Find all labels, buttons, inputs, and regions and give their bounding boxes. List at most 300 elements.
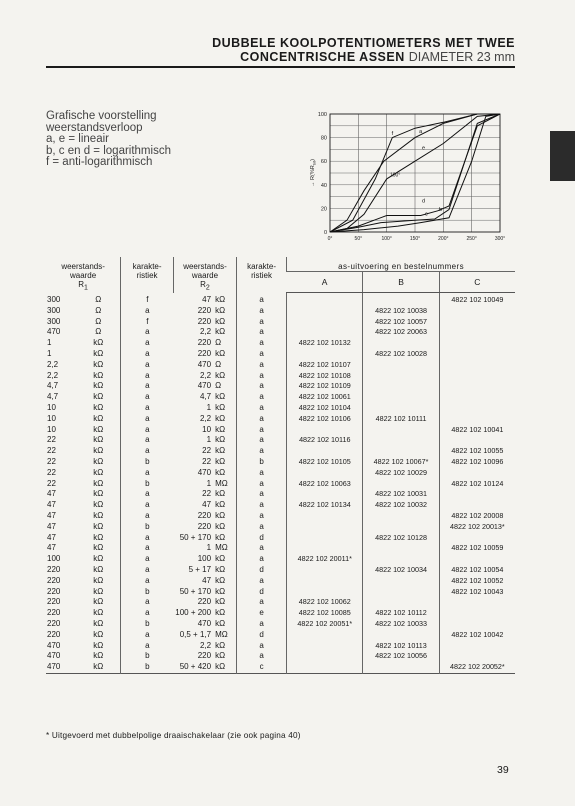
subtitle-diameter: DIAMETER 23 mm	[408, 50, 515, 64]
order-c	[439, 371, 515, 382]
order-c: 4822 102 20013*	[439, 522, 515, 533]
r2-unit: kΩ	[215, 435, 226, 445]
order-a	[287, 327, 363, 338]
r1-karakteristiek: a	[121, 338, 174, 349]
order-b	[363, 371, 439, 382]
r2-unit: kΩ	[215, 554, 226, 564]
table-row	[46, 392, 515, 403]
r2-karakteristiek: a	[236, 522, 286, 533]
curve-label-d: d	[421, 198, 426, 205]
r1-karakteristiek: f	[121, 317, 174, 328]
r1-value: 300	[47, 294, 61, 304]
order-c: 4822 102 10041	[439, 425, 515, 436]
header-as-uitvoering: as-uitvoering en bestelnummers	[287, 257, 515, 272]
table-row	[46, 338, 515, 349]
order-c: 4822 102 10124	[439, 479, 515, 490]
r1-value: 22	[47, 446, 56, 456]
order-b	[363, 392, 439, 403]
r2-value: 220	[197, 305, 212, 315]
r1-value: 47	[47, 521, 56, 531]
r2-value: 220	[197, 511, 212, 521]
order-a: 4822 102 10085	[287, 608, 363, 619]
r2-unit: kΩ	[215, 608, 226, 618]
r2-unit: kΩ	[215, 294, 226, 304]
r2-karakteristiek: a	[236, 641, 286, 652]
r1-karakteristiek: a	[121, 381, 174, 392]
r2-value: 470	[197, 359, 212, 369]
r1-karakteristiek: a	[121, 630, 174, 641]
order-b	[363, 662, 439, 673]
r2-unit: kΩ	[215, 489, 226, 499]
header-text: karakte-	[247, 262, 277, 271]
r1-karakteristiek: a	[121, 554, 174, 565]
header-weerstandswaarde-r2	[173, 257, 236, 293]
r1-unit: kΩ	[93, 478, 104, 488]
r1-unit: kΩ	[93, 597, 104, 607]
order-c	[439, 554, 515, 565]
legend-line: weerstandsverloop	[46, 121, 143, 134]
r2-unit: kΩ	[215, 640, 226, 650]
header-text: waarde	[191, 271, 219, 280]
order-b	[363, 554, 439, 565]
r2-karakteristiek: d	[236, 565, 286, 576]
header-text: weerstands-	[61, 262, 105, 271]
header-r-sub: 2	[205, 284, 210, 292]
y-axis-label: → $R(\%R_{tot})$	[310, 159, 317, 187]
r2-unit: kΩ	[215, 597, 226, 607]
order-b	[363, 587, 439, 598]
order-b	[363, 543, 439, 554]
order-a	[287, 576, 363, 587]
order-c: 4822 102 10096	[439, 457, 515, 468]
r2-karakteristiek: a	[236, 651, 286, 662]
r2-unit: kΩ	[215, 565, 226, 575]
table-row	[46, 565, 515, 576]
order-a: 4822 102 10134	[287, 500, 363, 511]
page-title: DUBBELE KOOLPOTENTIOMETERS MET TWEE	[212, 36, 515, 50]
r1-value: 220	[47, 619, 61, 628]
r1-value: 10	[47, 403, 56, 413]
r1-value: 22	[47, 478, 56, 488]
r2-karakteristiek: a	[236, 479, 286, 490]
r1-karakteristiek: a	[121, 435, 174, 446]
r1-unit: kΩ	[93, 392, 104, 402]
r1-value: 22	[47, 457, 56, 467]
order-b	[363, 435, 439, 446]
order-b: 4822 102 10057	[363, 317, 439, 328]
order-a	[287, 511, 363, 522]
r2-value: 220	[197, 338, 212, 348]
r2-karakteristiek: d	[236, 533, 286, 544]
r2-karakteristiek: a	[236, 576, 286, 587]
r2-unit: Ω	[215, 381, 222, 391]
r2-unit: kΩ	[215, 457, 226, 467]
r2-value: 220	[197, 349, 212, 359]
header-text: ristiek	[136, 271, 158, 280]
order-c	[439, 468, 515, 479]
r1-karakteristiek: a	[121, 533, 174, 544]
r2-karakteristiek: a	[236, 293, 286, 306]
r2-value: 10	[202, 424, 212, 434]
r1-unit: kΩ	[93, 446, 104, 456]
r2-value: 470	[197, 619, 212, 628]
r1-unit: kΩ	[93, 338, 104, 348]
table-row	[46, 651, 515, 662]
order-b	[363, 293, 439, 306]
table-row	[46, 435, 515, 446]
table-row	[46, 446, 515, 457]
r2-unit: kΩ	[215, 403, 226, 413]
r1-karakteristiek: a	[121, 641, 174, 652]
table-row	[46, 479, 515, 490]
r1-value: 10	[47, 413, 56, 423]
r2-karakteristiek: a	[236, 317, 286, 328]
table-row	[46, 360, 515, 371]
header-rule	[46, 66, 515, 68]
r2-karakteristiek: a	[236, 360, 286, 371]
order-a	[287, 293, 363, 306]
order-a: 4822 102 10107	[287, 360, 363, 371]
order-c	[439, 338, 515, 349]
r1-unit: kΩ	[93, 349, 104, 359]
x-tick-label: 0°	[327, 236, 333, 242]
r2-unit: kΩ	[215, 521, 226, 531]
order-a: 4822 102 10105	[287, 457, 363, 468]
header-r: R	[78, 280, 85, 289]
table-row	[46, 597, 515, 608]
table-row	[46, 381, 515, 392]
r1-value: 22	[47, 467, 56, 477]
table-row	[46, 511, 515, 522]
order-a	[287, 306, 363, 317]
r1-karakteristiek: a	[121, 425, 174, 436]
order-c	[439, 489, 515, 500]
r1-unit: kΩ	[93, 619, 104, 628]
r2-karakteristiek: a	[236, 468, 286, 479]
r1-value: 10	[47, 424, 56, 434]
table-row	[46, 489, 515, 500]
r1-karakteristiek: a	[121, 468, 174, 479]
r2-value: 470	[197, 381, 212, 391]
table-row	[46, 576, 515, 587]
r1-value: 220	[47, 565, 61, 575]
r2-value: 22	[202, 489, 212, 499]
order-b	[363, 425, 439, 436]
r1-karakteristiek: a	[121, 327, 174, 338]
r1-value: 300	[47, 316, 61, 326]
r2-unit: Ω	[215, 338, 222, 348]
r1-value: 220	[47, 586, 61, 596]
y-tick-label: 40	[320, 182, 327, 189]
table-row	[46, 619, 515, 630]
r2-karakteristiek: a	[236, 381, 286, 392]
r2-karakteristiek: a	[236, 414, 286, 425]
r2-karakteristiek: a	[236, 392, 286, 403]
page-subtitle	[240, 50, 515, 64]
order-a	[287, 651, 363, 662]
order-a: 4822 102 10108	[287, 371, 363, 382]
r2-unit: kΩ	[215, 619, 226, 628]
r1-value: 220	[47, 629, 61, 639]
order-a	[287, 565, 363, 576]
table-row	[46, 317, 515, 328]
legend-line: Grafische voorstelling	[46, 110, 157, 122]
r2-value: 220	[197, 651, 212, 661]
r1-unit: kΩ	[93, 532, 104, 542]
y-tick-label: 0	[323, 230, 327, 236]
r1-karakteristiek: a	[121, 349, 174, 360]
r1-karakteristiek: a	[121, 489, 174, 500]
r1-karakteristiek: f	[121, 293, 174, 306]
curve-label-e: e	[421, 145, 426, 152]
r1-unit: kΩ	[93, 424, 104, 434]
order-a	[287, 662, 363, 673]
order-c: 4822 102 20052*	[439, 662, 515, 673]
r2-value: 50 + 420	[179, 662, 212, 672]
legend-line: a, e = lineair	[46, 133, 109, 145]
r2-unit: kΩ	[215, 424, 226, 434]
header-col-c: C	[439, 272, 515, 293]
header-text	[46, 280, 120, 293]
r1-karakteristiek: a	[121, 608, 174, 619]
order-b: 4822 102 10113	[363, 641, 439, 652]
r2-karakteristiek: c	[236, 662, 286, 673]
r2-karakteristiek: a	[236, 619, 286, 630]
r1-karakteristiek: a	[121, 403, 174, 414]
r2-value: 100	[197, 554, 212, 564]
r2-value: 1	[206, 403, 212, 413]
header-col-a: A	[287, 272, 363, 293]
order-a: 4822 102 10104	[287, 403, 363, 414]
r2-karakteristiek: a	[236, 543, 286, 554]
table-row	[46, 554, 515, 565]
r1-karakteristiek: a	[121, 543, 174, 554]
x-tick-label: 200°	[438, 236, 449, 242]
r1-value: 1	[47, 338, 52, 348]
r2-value: 0,5 + 1,7	[179, 629, 212, 639]
r1-karakteristiek: a	[121, 360, 174, 371]
r2-value: 50 + 170	[179, 586, 212, 596]
order-a	[287, 522, 363, 533]
y-tick-label: 60	[320, 159, 327, 166]
order-b: 4822 102 20063	[363, 327, 439, 338]
r2-value: 2,2	[199, 413, 212, 423]
r1-unit: Ω	[95, 327, 102, 337]
x-tick-label: 150°	[409, 236, 421, 242]
header-text: weerstands-	[183, 262, 227, 271]
r2-unit: kΩ	[215, 467, 226, 477]
header-weerstandswaarde-r1	[46, 257, 121, 293]
order-a	[287, 349, 363, 360]
order-a	[287, 446, 363, 457]
r1-value: 4,7	[47, 392, 59, 402]
page-number: 39	[497, 764, 509, 776]
r2-karakteristiek: a	[236, 306, 286, 317]
y-tick-label: 100	[317, 112, 327, 118]
r1-value: 2,2	[47, 370, 59, 380]
order-c	[439, 435, 515, 446]
r1-karakteristiek: b	[121, 522, 174, 533]
order-c	[439, 414, 515, 425]
order-a	[287, 468, 363, 479]
r2-karakteristiek: b	[236, 457, 286, 468]
r1-value: 470	[47, 651, 61, 661]
r2-unit: kΩ	[215, 349, 226, 359]
r1-karakteristiek: b	[121, 619, 174, 630]
r2-unit: kΩ	[215, 532, 226, 542]
order-a: 4822 102 10116	[287, 435, 363, 446]
legend-line: f = anti-logarithmisch	[46, 156, 153, 168]
order-c: 4822 102 20008	[439, 511, 515, 522]
table-row	[46, 425, 515, 436]
table-row	[46, 608, 515, 619]
table-row	[46, 543, 515, 554]
order-b: 4822 102 10038	[363, 306, 439, 317]
order-b: 4822 102 10128	[363, 533, 439, 544]
order-b: 4822 102 10056	[363, 651, 439, 662]
table-row	[46, 587, 515, 598]
order-a	[287, 543, 363, 554]
r1-karakteristiek: a	[121, 565, 174, 576]
legend-line: b, c en d = logarithmisch	[46, 144, 171, 157]
r1-value: 4,7	[47, 381, 59, 391]
r1-unit: kΩ	[93, 575, 104, 585]
order-c	[439, 597, 515, 608]
x-tick-label: 100°	[381, 236, 392, 242]
order-c	[439, 306, 515, 317]
r1-unit: Ω	[95, 316, 102, 326]
r1-unit: kΩ	[93, 521, 104, 531]
order-c	[439, 608, 515, 619]
r2-unit: kΩ	[215, 392, 226, 402]
r2-unit: Ω	[215, 359, 222, 369]
y-tick-label: 80	[320, 135, 327, 142]
r2-unit: kΩ	[215, 511, 226, 521]
header-karakteristiek-1	[121, 257, 174, 293]
header-col-b: B	[363, 272, 439, 293]
r1-karakteristiek: a	[121, 414, 174, 425]
r2-unit: MΩ	[215, 543, 228, 553]
r2-karakteristiek: a	[236, 327, 286, 338]
table-row	[46, 662, 515, 673]
r2-value: 470	[197, 467, 212, 477]
header-karakteristiek-2	[236, 257, 286, 293]
r1-unit: Ω	[95, 294, 102, 304]
r1-unit: kΩ	[93, 359, 104, 369]
r1-unit: kΩ	[93, 586, 104, 596]
table-row	[46, 414, 515, 425]
r1-unit: kΩ	[93, 403, 104, 413]
r1-karakteristiek: a	[121, 511, 174, 522]
table-row	[46, 641, 515, 652]
r1-unit: kΩ	[93, 511, 104, 521]
r1-karakteristiek: b	[121, 662, 174, 673]
r1-unit: Ω	[95, 305, 102, 315]
table-row	[46, 522, 515, 533]
order-c	[439, 381, 515, 392]
order-a: 4822 102 10062	[287, 597, 363, 608]
order-c	[439, 500, 515, 511]
order-b: 4822 102 10033	[363, 619, 439, 630]
order-c: 4822 102 10055	[439, 446, 515, 457]
r2-value: 220	[197, 597, 212, 607]
order-b	[363, 446, 439, 457]
order-a	[287, 641, 363, 652]
r2-karakteristiek: a	[236, 554, 286, 565]
x-tick-label: 250°	[466, 236, 477, 242]
r1-value: 1	[47, 349, 52, 359]
order-c	[439, 360, 515, 371]
order-c: 4822 102 10049	[439, 293, 515, 306]
r2-karakteristiek: e	[236, 608, 286, 619]
potentiometer-table	[46, 257, 515, 680]
order-a: 4822 102 10106	[287, 414, 363, 425]
r1-unit: kΩ	[93, 608, 104, 618]
curve-label-f: f	[391, 131, 394, 138]
r1-karakteristiek: b	[121, 587, 174, 598]
r2-karakteristiek: d	[236, 630, 286, 641]
r2-value: 2,2	[199, 640, 212, 650]
r1-value: 100	[47, 554, 61, 564]
order-c	[439, 392, 515, 403]
order-b: 4822 102 10112	[363, 608, 439, 619]
order-a: 4822 102 10109	[287, 381, 363, 392]
order-a: 4822 102 20051*	[287, 619, 363, 630]
r2-unit: kΩ	[215, 651, 226, 661]
r1-unit: kΩ	[93, 381, 104, 391]
r2-value: 220	[197, 316, 212, 326]
r1-karakteristiek: a	[121, 500, 174, 511]
r2-karakteristiek: a	[236, 446, 286, 457]
order-c: 4822 102 10054	[439, 565, 515, 576]
order-c: 4822 102 10059	[439, 543, 515, 554]
r2-karakteristiek: a	[236, 371, 286, 382]
r1-unit: kΩ	[93, 554, 104, 564]
r2-value: 2,2	[199, 327, 212, 337]
r1-karakteristiek: a	[121, 371, 174, 382]
order-c	[439, 403, 515, 414]
table-bottom-rule	[46, 673, 515, 680]
r2-value: 100 + 200	[175, 608, 212, 618]
r1-karakteristiek: a	[121, 392, 174, 403]
r1-karakteristiek: b	[121, 457, 174, 468]
order-a: 4822 102 20011*	[287, 554, 363, 565]
order-b	[363, 360, 439, 371]
order-c	[439, 641, 515, 652]
footnote: * Uitgevoerd met dubbelpolige draaischakelaar (zie ook pagina 40)	[46, 731, 301, 740]
r1-karakteristiek: a	[121, 306, 174, 317]
order-b	[363, 479, 439, 490]
order-c	[439, 651, 515, 662]
table-row	[46, 500, 515, 511]
order-a	[287, 489, 363, 500]
order-b: 4822 102 10032	[363, 500, 439, 511]
r2-unit: kΩ	[215, 662, 226, 672]
order-a: 4822 102 10132	[287, 338, 363, 349]
r2-unit: MΩ	[215, 629, 228, 639]
r2-karakteristiek: a	[236, 349, 286, 360]
r2-value: 1	[206, 543, 212, 553]
table-row	[46, 630, 515, 641]
header-text	[174, 280, 236, 293]
r1-value: 2,2	[47, 359, 59, 369]
order-a	[287, 533, 363, 544]
section-thumb-tab	[550, 131, 575, 181]
table-row	[46, 327, 515, 338]
r1-karakteristiek: a	[121, 446, 174, 457]
header-text: waarde	[69, 271, 97, 280]
r1-karakteristiek: a	[121, 597, 174, 608]
